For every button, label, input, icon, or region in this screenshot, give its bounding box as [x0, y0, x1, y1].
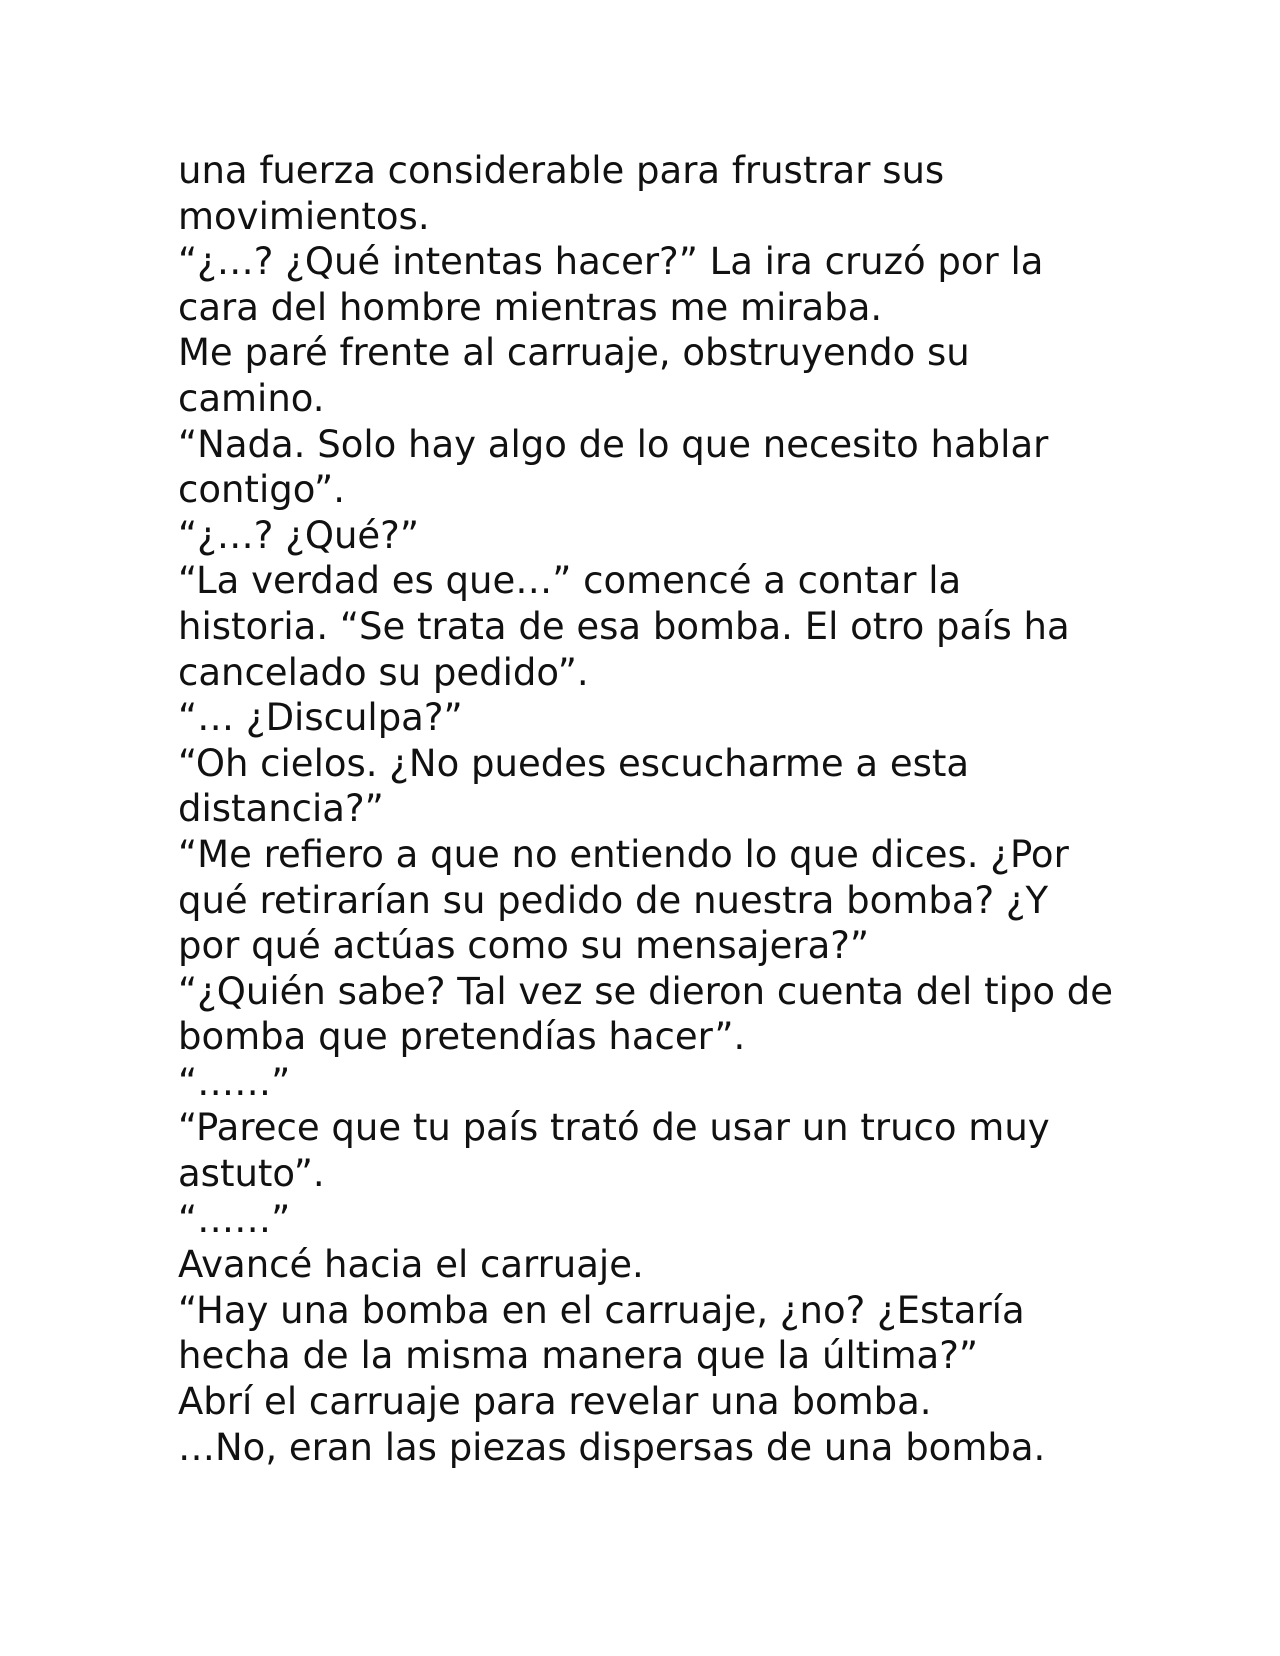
paragraph: “Nada. Solo hay algo de lo que necesito hablar contigo”. — [178, 422, 1049, 512]
body-text — [178, 148, 1118, 1470]
paragraph: “Me refiero a que no entiendo lo que dices. ¿Por qué retirarían su pedido de nuestra bomba? ¿Y por qué actúas como su mensajera?” — [178, 832, 1069, 968]
paragraph: …No, eran las piezas dispersas de una bomba. — [178, 1425, 1046, 1469]
paragraph: “¿Quién sabe? Tal vez se dieron cuenta del tipo de bomba que pretendías hacer”. — [178, 969, 1114, 1059]
paragraph: “Hay una bomba en el carruaje, ¿no? ¿Estaría hecha de la misma manera que la última?” — [178, 1288, 1025, 1378]
paragraph: Abrí el carruaje para revelar una bomba. — [178, 1380, 932, 1424]
paragraph: “¿…? ¿Qué intentas hacer?” La ira cruzó por la cara del hombre mientras me miraba. — [178, 240, 1044, 329]
paragraph: Avancé hacia el carruaje. — [178, 1243, 644, 1287]
paragraph: “……” — [178, 1197, 291, 1241]
paragraph: “… ¿Disculpa?” — [178, 696, 463, 740]
paragraph: Me paré frente al carruaje, obstruyendo su camino. — [178, 331, 970, 420]
paragraph: “La verdad es que…” comencé a contar la historia. “Se trata de esa bomba. El otro país ha cancelado su pedido”. — [178, 559, 1070, 694]
paragraph: “¿…? ¿Qué?” — [178, 513, 419, 557]
paragraph: “Oh cielos. ¿No puedes escucharme a esta distancia?” — [178, 741, 970, 831]
paragraph: “……” — [178, 1060, 291, 1104]
paragraph: “Parece que tu país trató de usar un truco muy astuto”. — [178, 1106, 1050, 1196]
paragraph: una fuerza considerable para frustrar sus movimientos. — [178, 149, 945, 238]
